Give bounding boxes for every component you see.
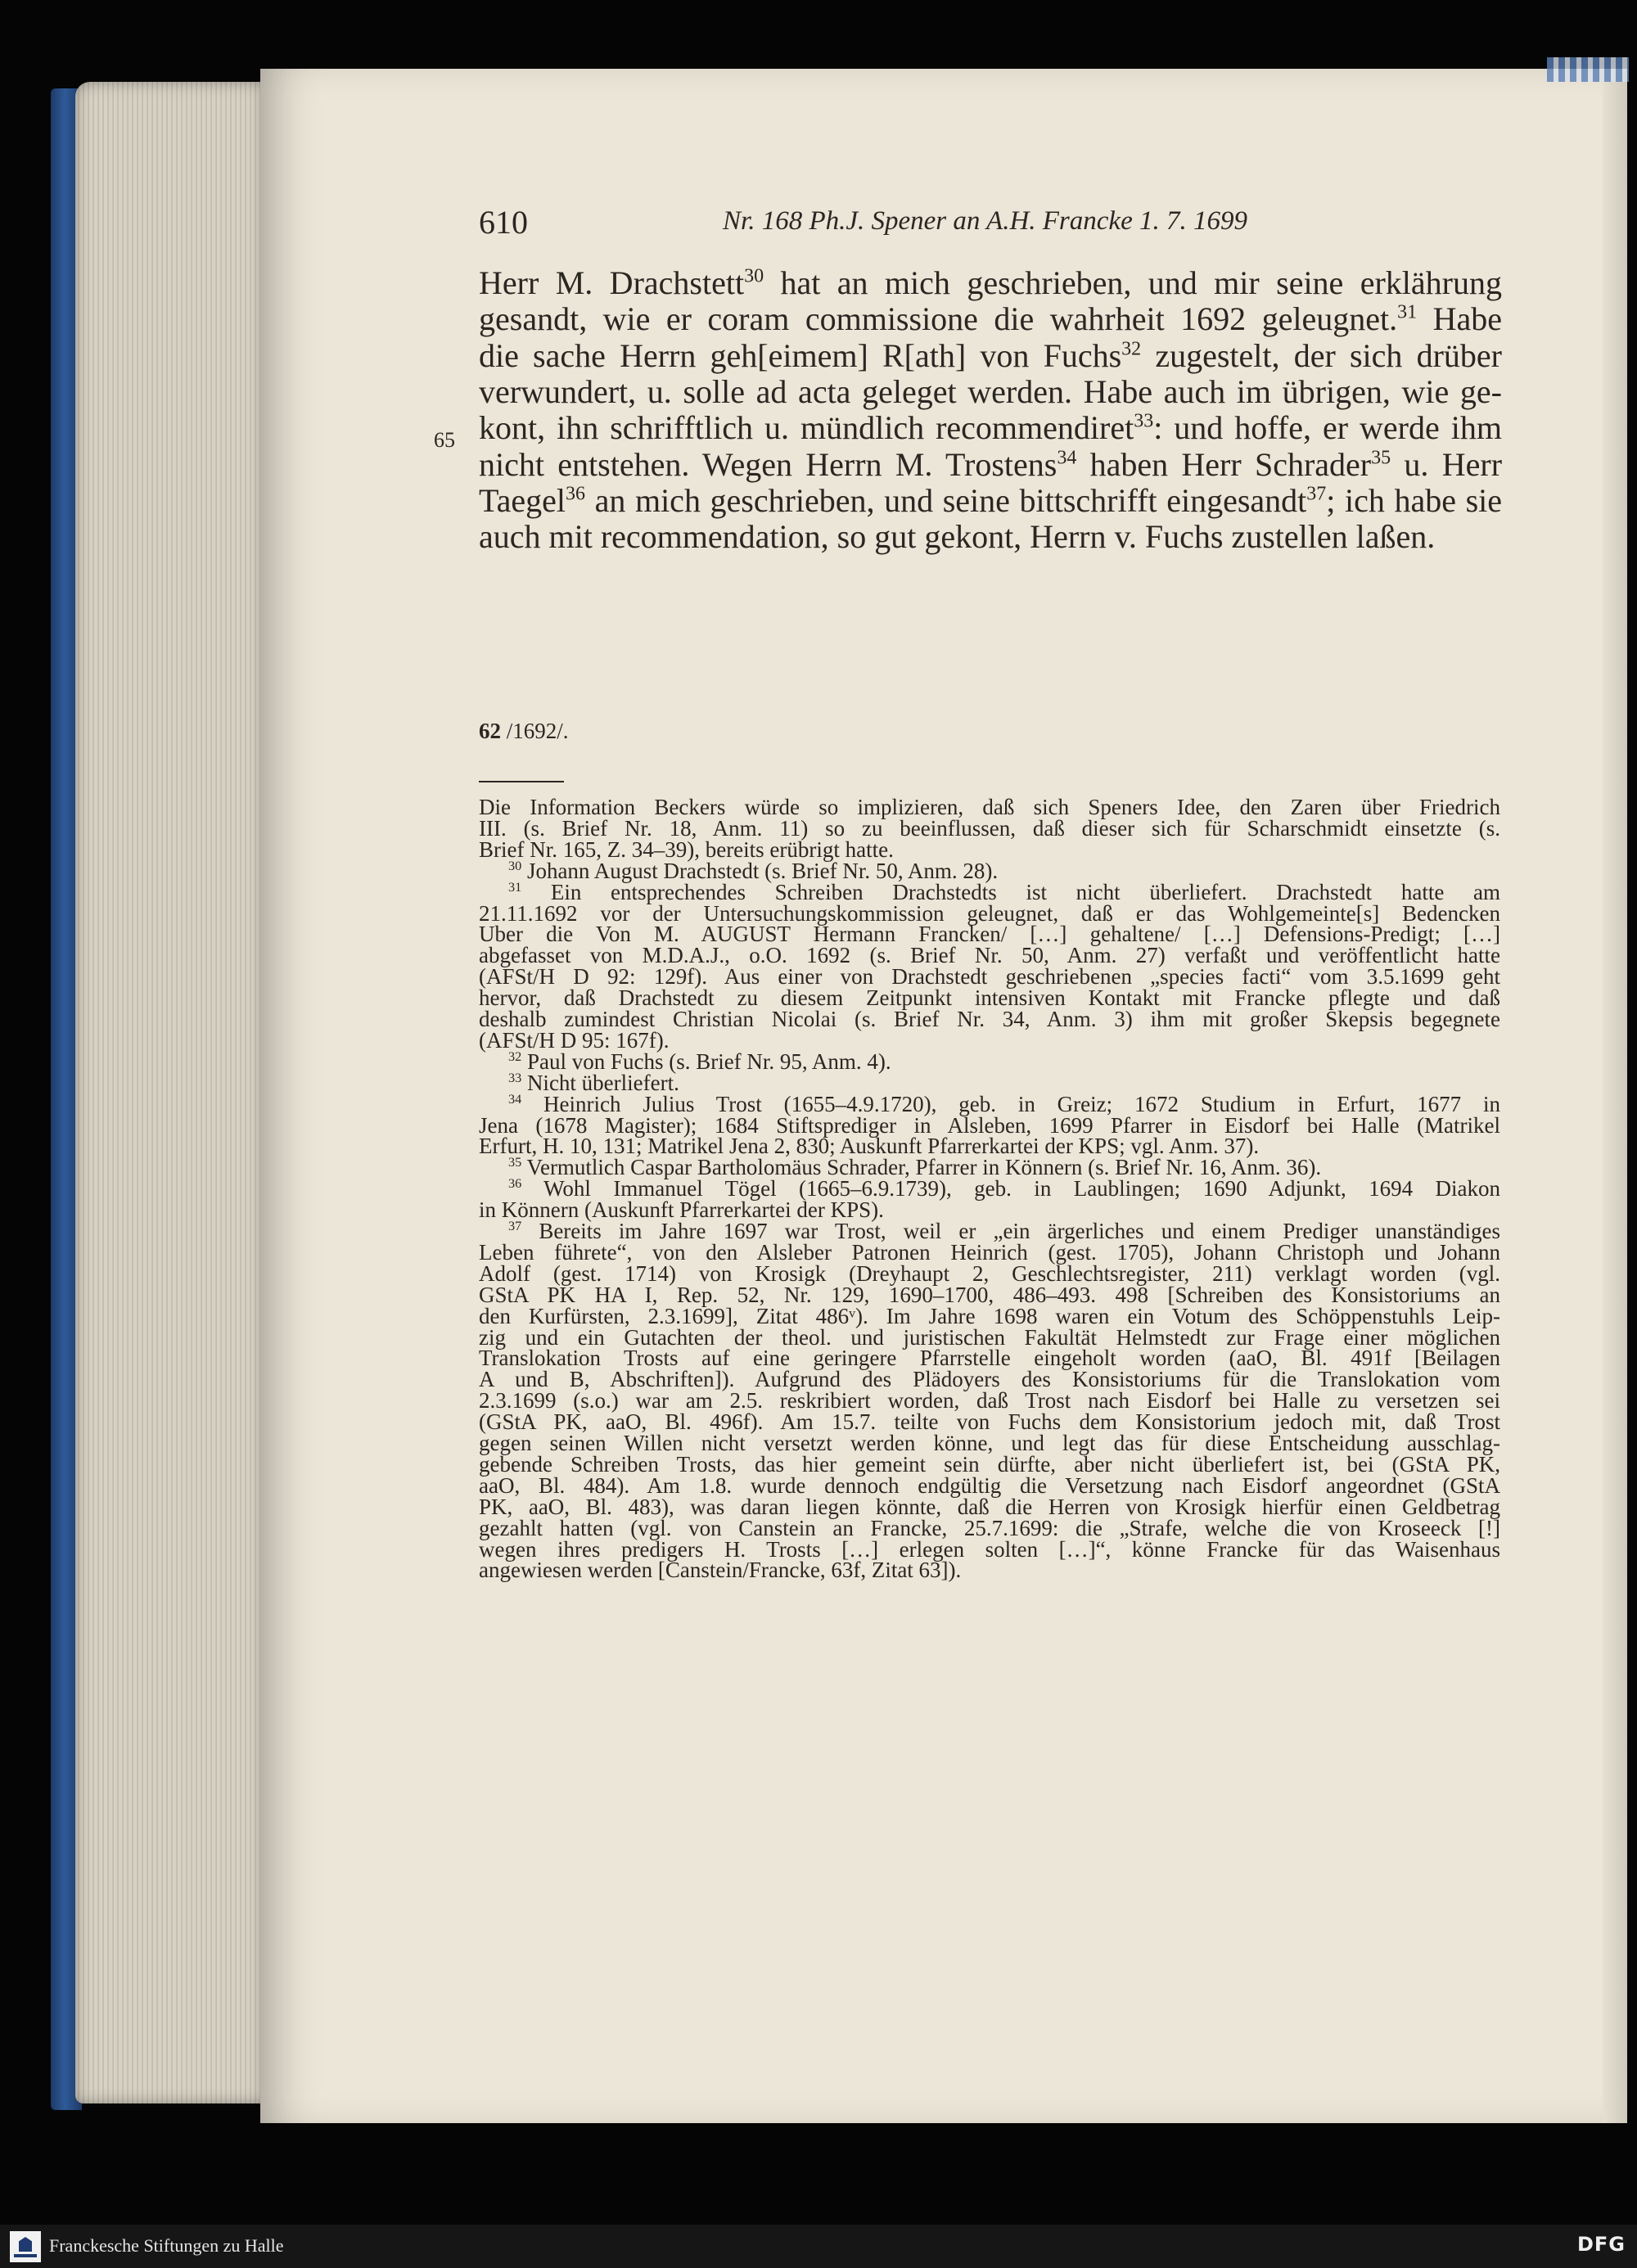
footnote-text: (GStA PK, aaO, Bl. 496f). Am 15.7. teilte von Fuchs dem Konsistorium jedoch mit, daß Trost — [479, 1409, 1500, 1435]
footnote-lemma — [479, 719, 569, 744]
footnote-text: zig und ein Gutachten der theol. und juristischen Fakultät Helmstedt zur Frage einer möglichen — [479, 1324, 1500, 1350]
line-text: u. Herr — [1391, 445, 1502, 483]
footnote-text: Paul von Fuchs (s. Brief Nr. 95, Anm. 4). — [521, 1048, 891, 1074]
footnote-text: GStA PK HA I, Rep. 52, Nr. 129, 1690–1700, 486–493. 498 [Schreiben des Konsistoriums an — [479, 1282, 1500, 1307]
line-text: nicht entstehen. Wegen Herrn M. Trostens — [479, 445, 1058, 483]
footnote-text: Leben führete“, von den Alsleber Patronen Heinrich (gest. 1705), Johann Christoph und Johann — [479, 1239, 1500, 1265]
footnote-text: Jena (1678 Magister); 1684 Stiftsprediger in Alsleben, 1699 Pfarrer in Eisdorf bei Halle (Matrikel — [479, 1112, 1500, 1138]
line-text: an mich geschrieben, und seine bittschrifft eingesandt — [585, 481, 1307, 519]
line-text: verwundert, u. solle ad acta geleget werden. Habe auch im übrigen, wie ge- — [479, 372, 1502, 410]
lemma-text: /1692/. — [501, 719, 569, 743]
page-edge — [1603, 69, 1627, 2123]
footnote-text: gegen seinen Willen nicht versetzt werden könne, und legt das für diese Entscheidung ausschlag- — [479, 1431, 1500, 1455]
footnote-ref: 35 — [1371, 447, 1391, 469]
footnote-text: Brief Nr. 165, Z. 34–39), bereits erübrigt hatte. — [479, 836, 894, 862]
footnote-number: 33 — [508, 1070, 522, 1085]
footnote-ref: 37 — [1306, 483, 1327, 505]
body-line — [479, 446, 1502, 484]
line-text: Herr M. Drachstett — [479, 264, 745, 301]
line-text: kont, ihn schrifftlich u. mündlich recommendiret — [479, 409, 1134, 447]
footnote-text: Ein entsprechendes Schreiben Drachstedts ist nicht überliefert. Drachstedt hatte am — [521, 879, 1500, 904]
footnote-text: Vermutlich Caspar Bartholomäus Schrader, Pfarrer in Könnern (s. Brief Nr. 16, Anm. 36). — [521, 1155, 1322, 1180]
footnote-ref: 34 — [1057, 447, 1077, 469]
viewer-footer — [0, 2225, 1637, 2268]
line-text: gesandt, wie er coram commissione die wahrheit 1692 geleugnet. — [479, 300, 1398, 338]
footnote-text: Die Information Beckers würde so implizieren, daß sich Speners Idee, den Zaren über Friedrich — [479, 795, 1500, 819]
line-text: : und hoffe, er werde ihm — [1153, 409, 1502, 447]
footnote-text: (AFSt/H D 92: 129f). Aus einer von Drachstedt geschriebenen „species facti“ vom 3.5.1699 geht — [479, 964, 1500, 990]
footnote-text: PK, aaO, Bl. 483), was daran liegen könnte, daß die Herren von Krosigk hierfür einen Geldbetrag — [479, 1494, 1500, 1519]
footnote-text: A und B, Abschriften]). Aufgrund des Plädoyers des Konsistoriums für die Translokation vom — [479, 1367, 1500, 1392]
page-number: 610 — [479, 204, 528, 241]
footnote-text: Uber die Von M. AUGUST Hermann Francken/ […] gehaltene/ […] Defensions-Predigt; […] — [479, 922, 1500, 947]
footnote-text: angewiesen werden [Canstein/Francke, 63f, Zitat 63]). — [479, 1558, 962, 1583]
body-line — [479, 373, 1502, 411]
footnote-number: 30 — [508, 858, 522, 873]
footnote-ref: 32 — [1121, 338, 1142, 360]
footnote-text: III. (s. Brief Nr. 18, Anm. 11) so zu beeinflussen, daß dieser sich für Scharschmidt einsetzte (s. — [479, 815, 1500, 841]
footnote-text: 2.3.1699 (s.o.) war am 2.5. reskribiert worden, daß Trost nach Eisdorf bei Halle zu versetzen sei — [479, 1388, 1500, 1414]
footnote-text: aaO, Bl. 484). Am 1.8. wurde dennoch endgültig die Versetzung nach Eisdorf angeordnet (GStA — [479, 1472, 1500, 1498]
line-text: Habe — [1417, 300, 1502, 338]
running-title: Nr. 168 Ph.J. Spener an A.H. Francke 1. 7. 1699 — [723, 206, 1247, 236]
footnote-text: Nicht überliefert. — [521, 1070, 679, 1095]
dfg-logo[interactable]: DFG — [1576, 2233, 1626, 2256]
body-line — [479, 409, 1502, 447]
footnote-text: Translokation Trosts auf eine geringere Pfarrstelle eingeholt worden (aaO, Bl. 491f [Beilagen — [479, 1346, 1500, 1371]
footnote-text: gezahlt hatten (vgl. von Canstein an Francke, 25.7.1699: die „Strafe, welche die von Kroseeck [!] — [479, 1515, 1500, 1540]
line-text: zugestelt, der sich drüber — [1141, 336, 1502, 374]
body-line — [479, 264, 1502, 302]
body-line — [479, 482, 1502, 520]
footnote-text: (AFSt/H D 95: 167f). — [479, 1027, 670, 1053]
running-header — [479, 203, 1297, 244]
footnote-text: Wohl Immanuel Tögel (1665–6.9.1739), geb. in Laublingen; 1690 Adjunkt, 1694 Diakon — [521, 1176, 1500, 1202]
line-number: 65 — [434, 428, 455, 452]
line-text: ; ich habe sie — [1326, 481, 1502, 519]
line-text: hat an mich geschrieben, und mir seine erklährung — [764, 264, 1502, 301]
institution-link[interactable]: Franckesche Stiftungen zu Halle — [49, 2235, 284, 2256]
footnote-text: Bereits im Jahre 1697 war Trost, weil er „ein ärgerliches und einem Prediger unanständiges — [521, 1219, 1500, 1243]
footnote-text: Heinrich Julius Trost (1655–4.9.1720), geb. in Greiz; 1672 Studium in Erfurt, 1677 in — [521, 1091, 1500, 1116]
body-line — [479, 300, 1502, 338]
body-line — [479, 337, 1502, 375]
footnote-ref: 33 — [1134, 410, 1154, 432]
lemma-number: 62 — [479, 719, 501, 743]
footnote-ref: 36 — [566, 483, 586, 505]
footnote-text: wegen ihres predigers H. Trosts […] erlegen solten […]“, könne Francke für das Waisenhaus — [479, 1536, 1500, 1562]
footnote-text: hervor, daß Drachstedt zu diesem Zeitpunkt intensiven Kontakt mit Francke pflegte und daß — [479, 985, 1500, 1011]
line-text: auch mit recommendation, so gut gekont, Herrn v. Fuchs zustellen laßen. — [479, 518, 1436, 556]
footnote-number: 31 — [508, 879, 522, 895]
footnote-ref: 30 — [744, 265, 764, 287]
footnote-text: Adolf (gest. 1714) von Krosigk (Dreyhaupt 2, Geschlechtsregister, 211) verklagt worden (vgl. — [479, 1260, 1500, 1286]
footnote-number: 34 — [508, 1091, 522, 1107]
footnote-rule — [479, 781, 564, 782]
footnote-number: 36 — [508, 1176, 522, 1192]
franckesche-stiftungen-logo-icon[interactable] — [10, 2231, 41, 2262]
footnote-number: 37 — [508, 1219, 522, 1233]
footnote-text: 21.11.1692 vor der Untersuchungskommission geleugnet, daß er das Wohlgemeinte[s] Bedencken — [479, 900, 1500, 926]
footnote-ref: 31 — [1397, 301, 1418, 323]
footnote-text: deshalb zumindest Christian Nicolai (s. Brief Nr. 34, Anm. 3) ihm mit großer Skepsis begegnete — [479, 1007, 1500, 1031]
footnote-text: Erfurt, H. 10, 131; Matrikel Jena 2, 830; Auskunft Pfarrerkartei der KPS; vgl. Anm. 37). — [479, 1134, 1260, 1159]
footnote-text: gebende Schreiben Trosts, das hier gemeint sein dürfte, aber nicht überliefert ist, bei (GStA PK, — [479, 1451, 1500, 1477]
line-text: die sache Herrn geh[eimem] R[ath] von Fuchs — [479, 336, 1122, 374]
line-text: Taegel — [479, 481, 566, 519]
line-text: haben Herr Schrader — [1076, 445, 1372, 483]
footnote-number: 32 — [508, 1048, 522, 1064]
page-stack — [75, 82, 264, 2103]
body-line — [479, 518, 1435, 556]
ruler-strip — [1547, 57, 1629, 82]
footnote-text: Johann August Drachstedt (s. Brief Nr. 50, Anm. 28). — [521, 858, 999, 883]
footnote-text: den Kurfürsten, 2.3.1699], Zitat 486ᵛ). Im Jahre 1698 waren ein Votum des Schöppenstuhls Leip- — [479, 1303, 1500, 1328]
footnote-text: in Könnern (Auskunft Pfarrerkartei der KPS). — [479, 1197, 884, 1223]
footnote-text: abgefasset von M.D.A.J., o.O. 1692 (s. Brief Nr. 50, Anm. 27) verfaßt und veröffentlicht hatte — [479, 943, 1500, 968]
footnote-line — [479, 1557, 961, 1583]
footnote-number: 35 — [508, 1155, 522, 1170]
